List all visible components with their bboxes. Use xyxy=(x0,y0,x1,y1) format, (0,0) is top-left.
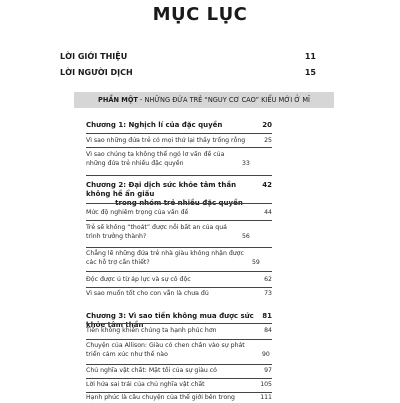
subentry-page: 105 xyxy=(260,381,272,388)
chapter-title-line2: trong nhóm trẻ nhiều đặc quyền xyxy=(115,199,243,207)
chapter-page: 20 xyxy=(262,121,272,129)
subentry-page: 90 xyxy=(262,350,270,358)
divider xyxy=(86,392,272,393)
part-label: PHẦN MỘT xyxy=(97,96,138,104)
subentry-page: 84 xyxy=(264,327,272,334)
divider xyxy=(86,175,272,176)
subentry-label: Mức độ nghiêm trọng của vấn đề xyxy=(86,209,189,216)
chapter-title-line1: Chương 2: Đại dịch sức khỏe tâm thần không hề ẩn giấu xyxy=(86,181,237,198)
toc-subentry[interactable] xyxy=(86,151,272,168)
subentry-label: Hạnh phúc là câu chuyện của thế giới bên trong xyxy=(86,394,235,401)
toc-subentry[interactable] xyxy=(86,381,272,390)
subentry-label: Chủ nghĩa vật chất: Mặt tối của sự giàu có xyxy=(86,367,217,374)
toc-subentry[interactable] xyxy=(86,327,272,336)
divider xyxy=(86,133,272,134)
divider xyxy=(86,203,272,204)
part-banner xyxy=(74,92,334,108)
subentry-page: 62 xyxy=(264,276,272,283)
toc-subentry[interactable] xyxy=(86,209,272,218)
subentry-page: 44 xyxy=(264,209,272,216)
subentry-page: 111 xyxy=(260,394,272,401)
chapter-page: 81 xyxy=(262,312,272,320)
page-title: MỤC LỤC xyxy=(152,4,248,25)
toc-subentry[interactable] xyxy=(86,276,272,285)
chapter-title: Chương 3: Vì sao tiền không mua được sức khỏe tâm thần xyxy=(86,312,254,329)
divider xyxy=(86,378,272,379)
toc-chapter-1[interactable] xyxy=(86,121,272,130)
divider xyxy=(86,287,272,288)
divider xyxy=(86,323,272,324)
subentry-label: Vì sao những đứa trẻ có mọi thứ lại thấy trống rỗng xyxy=(86,137,246,144)
divider xyxy=(86,339,272,340)
toc-entry-page: 15 xyxy=(304,68,316,77)
subentry-label: Chẳng lẽ những đứa trẻ nhà giàu không nhận được các hỗ trợ cần thiết? xyxy=(86,250,244,266)
subentry-page: 56 xyxy=(242,232,250,240)
toc-subentry[interactable] xyxy=(86,394,272,403)
toc-entry-intro[interactable] xyxy=(60,52,316,61)
subentry-page: 73 xyxy=(264,290,272,297)
chapter-title: Chương 1: Nghịch lí của đặc quyền xyxy=(86,121,223,129)
divider xyxy=(86,220,272,221)
subentry-label: Chuyện của Allison: Giàu có chen chân vào sự phát triển cảm xúc như thế nào xyxy=(86,342,245,358)
divider xyxy=(86,147,272,148)
divider xyxy=(86,364,272,365)
toc-subentry[interactable] xyxy=(86,137,272,146)
subentry-page: 33 xyxy=(242,159,250,167)
toc-entry-translator-note[interactable] xyxy=(60,68,316,77)
divider xyxy=(86,271,272,272)
toc-subentry[interactable] xyxy=(86,250,272,267)
divider xyxy=(86,247,272,248)
subentry-label: Trẻ sẽ không “thoát” được nỗi bất an của quá trình trưởng thành? xyxy=(86,224,227,240)
subentry-page: 59 xyxy=(252,258,260,266)
toc-entry-label: LỜI GIỚI THIỆU xyxy=(60,52,128,61)
subentry-label: Vì sao muốn tốt cho con vẫn là chưa đủ xyxy=(86,290,209,297)
toc-entry-page: 11 xyxy=(304,52,316,61)
part-title: - NHỮNG ĐỨA TRẺ “NGUY CƠ CAO” KIỂU MỚI Ở MĨ xyxy=(140,96,311,104)
toc-entry-label: LỜI NGƯỜI DỊCH xyxy=(60,68,133,77)
toc-subentry[interactable] xyxy=(86,342,272,359)
subentry-label: Độc được ủ từ áp lực và sự cô độc xyxy=(86,276,191,283)
toc-subentry[interactable] xyxy=(86,224,272,241)
subentry-label: Lời hứa sai trái của chủ nghĩa vật chất xyxy=(86,381,205,388)
subentry-page: 25 xyxy=(264,137,272,144)
subentry-label: Vì sao chúng ta không thể ngó lơ vấn đề của những đứa trẻ nhiều đặc quyền xyxy=(86,151,225,167)
chapter-page: 42 xyxy=(262,181,272,189)
subentry-label: Tiền không khiến chúng ta hạnh phúc hơn xyxy=(86,327,217,334)
subentry-page: 97 xyxy=(264,367,272,374)
toc-subentry[interactable] xyxy=(86,367,272,376)
toc-subentry[interactable] xyxy=(86,290,272,299)
